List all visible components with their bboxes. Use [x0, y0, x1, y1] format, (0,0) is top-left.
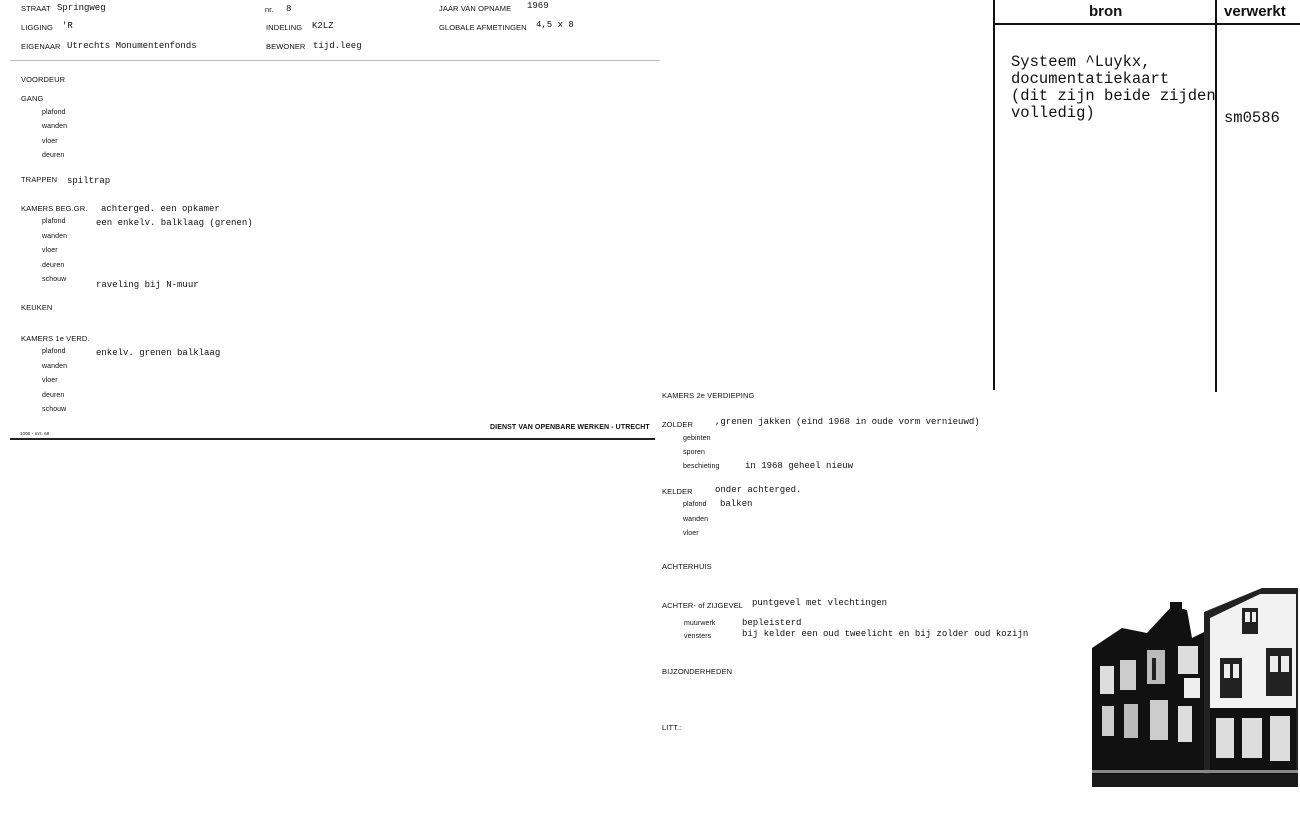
verwerkt-header: verwerkt	[1224, 3, 1286, 20]
jaar-value: 1969	[527, 1, 549, 11]
kelder-vloer: vloer	[683, 530, 699, 537]
kamers-beg-schouw: schouw	[42, 276, 67, 283]
kamers-1e-plafond: plafond	[42, 348, 66, 355]
footer-divider	[10, 438, 655, 440]
ligging-value: 'R	[62, 21, 73, 31]
footer-code: 1000 - mrt. 68	[20, 431, 50, 436]
ligging-label: LIGGING	[21, 23, 53, 32]
bijzonderheden-label: BIJZONDERHEDEN	[662, 667, 733, 676]
kamers-beg-wanden: wanden	[42, 233, 68, 240]
zolder-gebinten: gebinten	[683, 435, 711, 442]
bewoner-label: BEWONER	[266, 42, 306, 51]
afmetingen-label: GLOBALE AFMETINGEN	[439, 23, 527, 32]
footer-dienst: DIENST VAN OPENBARE WERKEN - UTRECHT	[490, 424, 650, 431]
achtergevel-value: puntgevel met vlechtingen	[752, 598, 888, 608]
card-left-border	[993, 0, 995, 390]
kamers-1e-wanden: wanden	[42, 363, 68, 370]
verwerkt-text: sm0586	[1224, 109, 1280, 127]
vensters-label: vensters	[684, 633, 712, 640]
gang-vloer: vloer	[42, 138, 58, 145]
zolder-value: ,grenen jakken (eind 1968 in oude vorm vernieuwd)	[715, 417, 980, 427]
indeling-value: K2LZ	[312, 21, 334, 31]
trappen-value: spiltrap	[67, 176, 111, 186]
kelder-label: KELDER	[662, 487, 693, 496]
gang-plafond: plafond	[42, 109, 66, 116]
kamers-1e-plafond-value: enkelv. grenen balklaag	[96, 348, 221, 358]
muurwerk-value: bepleisterd	[742, 618, 802, 628]
kamers-1e-deuren: deuren	[42, 392, 65, 399]
achterhuis-label: ACHTERHUIS	[662, 562, 712, 571]
achtergevel-label: ACHTER- of ZIJGEVEL	[662, 601, 744, 610]
kamers-2e-label: KAMERS 2e VERDIEPING	[662, 391, 755, 400]
eigenaar-label: EIGENAAR	[21, 42, 61, 51]
straat-value: Springweg	[57, 3, 106, 13]
nr-value: 8	[286, 4, 292, 14]
kamers-beg-schouw-value: raveling bij N-muur	[96, 280, 199, 290]
zolder-sporen: sporen	[683, 449, 706, 456]
zolder-label: ZOLDER	[662, 420, 694, 429]
vensters-value: bij kelder een oud tweelicht en bij zolder oud kozijn	[742, 629, 1029, 639]
bewoner-value: tijd.leeg	[313, 41, 362, 51]
header-divider	[10, 60, 660, 61]
kelder-wanden: wanden	[683, 516, 709, 523]
keuken-label: KEUKEN	[21, 303, 53, 312]
kelder-plafond-value: balken	[720, 499, 753, 509]
kamers-1e-label: KAMERS 1e VERD.	[21, 334, 90, 343]
kamers-beg-plafond: plafond	[42, 218, 66, 225]
kamers-beg-plafond-value: een enkelv. balklaag (grenen)	[96, 218, 253, 228]
voordeur-label: VOORDEUR	[21, 75, 66, 84]
kamers-1e-vloer: vloer	[42, 377, 58, 384]
straat-label: STRAAT	[21, 4, 51, 13]
eigenaar-value: Utrechts Monumentenfonds	[67, 41, 197, 51]
afmetingen-value: 4,5 x 8	[536, 20, 574, 30]
kelder-plafond: plafond	[683, 501, 707, 508]
bron-text: Systeem ^Luykx, documentatiekaart (dit zijn beide zijden volledig)	[1011, 53, 1216, 122]
kamers-beg-label: KAMERS BEG.GR.	[21, 204, 88, 213]
gang-wanden: wanden	[42, 123, 68, 130]
jaar-label: JAAR VAN OPNAME	[439, 4, 512, 13]
muurwerk-label: muurwerk	[684, 620, 716, 627]
kamers-beg-vloer: vloer	[42, 247, 58, 254]
card-header-divider	[993, 23, 1300, 25]
nr-label: nr.	[265, 5, 274, 14]
gang-label: GANG	[21, 94, 44, 103]
bron-header: bron	[1089, 3, 1123, 20]
kamers-beg-value: achterged. een opkamer	[101, 204, 220, 214]
zolder-beschieting: beschieting	[683, 463, 720, 470]
indeling-label: INDELING	[266, 23, 303, 32]
kamers-beg-deuren: deuren	[42, 262, 65, 269]
kelder-value: onder achterged.	[715, 485, 802, 495]
trappen-label: TRAPPEN	[21, 175, 58, 184]
building-photo	[1092, 588, 1298, 787]
kamers-1e-schouw: schouw	[42, 406, 67, 413]
gang-deuren: deuren	[42, 152, 65, 159]
beschieting-value: in 1968 geheel nieuw	[745, 461, 854, 471]
litt-label: LITT.:	[662, 723, 682, 732]
